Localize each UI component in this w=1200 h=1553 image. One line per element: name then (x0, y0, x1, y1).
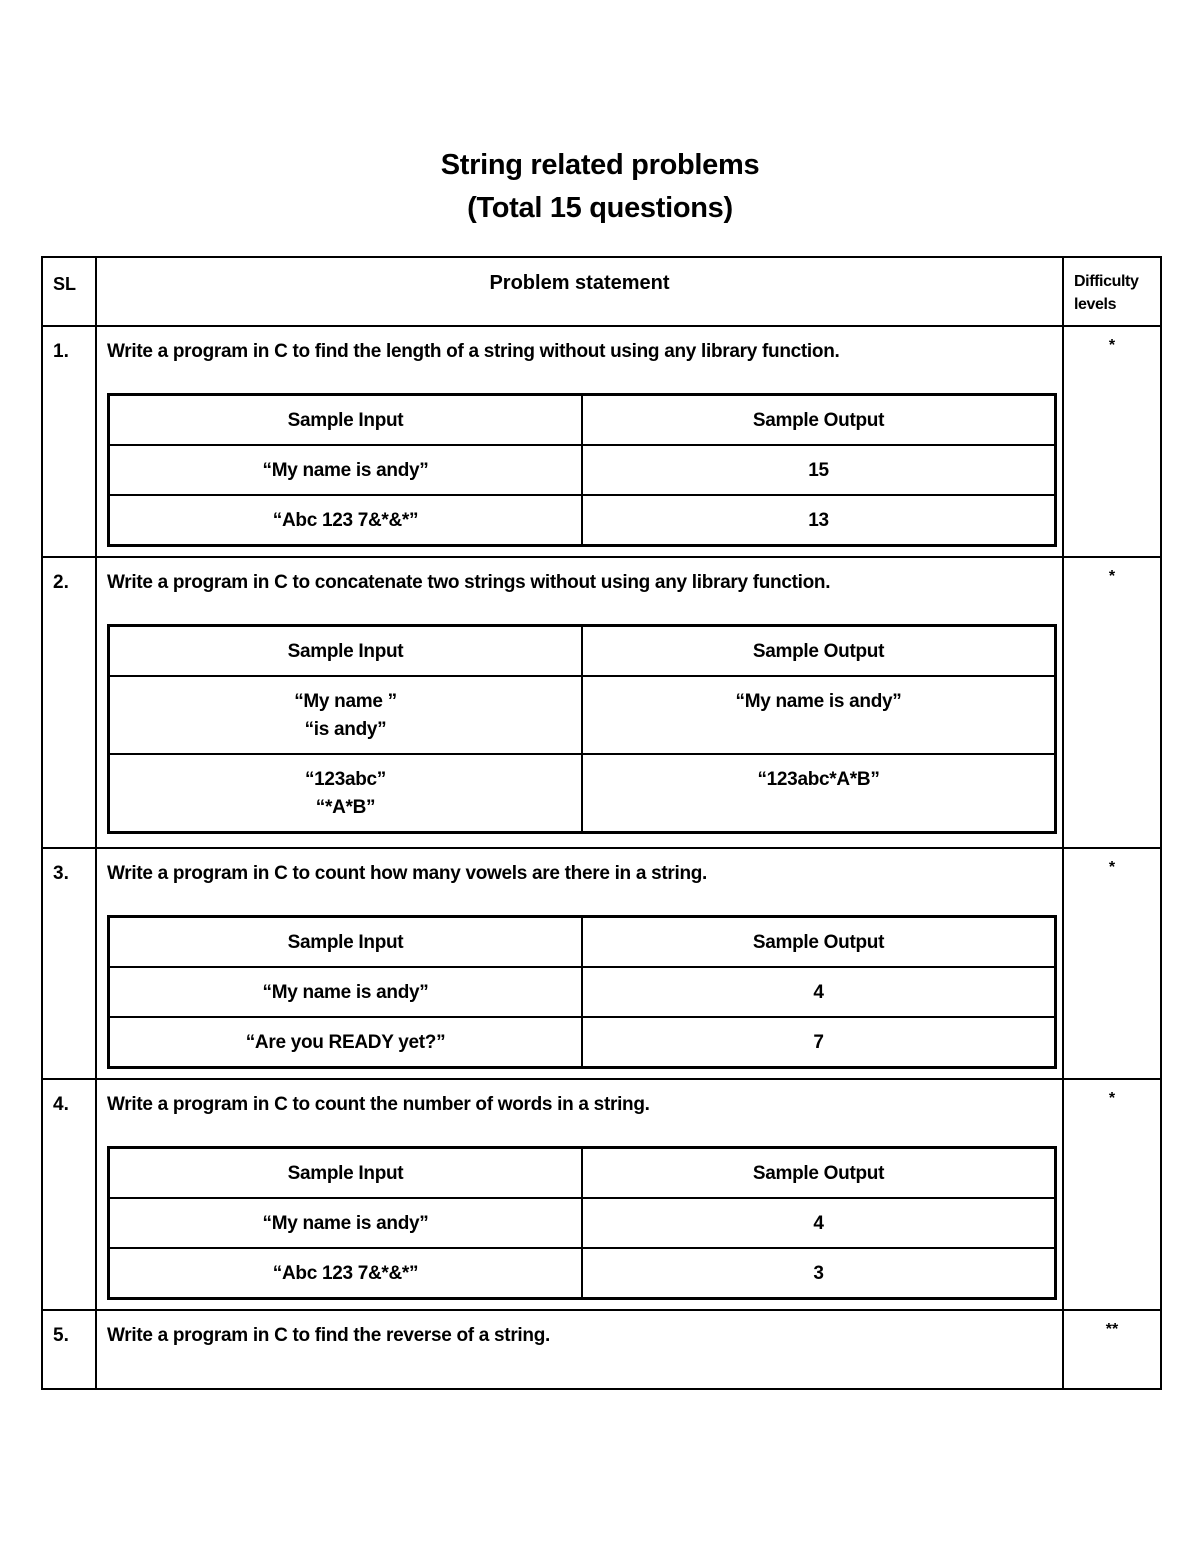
sample-input-line: “123abc” (304, 769, 387, 790)
problem-difficulty: * (1063, 557, 1161, 848)
sample-output: 7 (582, 1017, 1056, 1068)
problem-difficulty: * (1063, 848, 1161, 1079)
sample-input-header: Sample Input (109, 395, 583, 446)
title-line-1: String related problems (440, 149, 760, 181)
problem-statement-cell (96, 1079, 1063, 1310)
sample-output: “123abc*A*B” (582, 754, 1056, 833)
sample-row (109, 1198, 1056, 1248)
sample-input-header: Sample Input (109, 1148, 583, 1199)
sample-row (109, 1017, 1056, 1068)
problem-row (42, 326, 1161, 557)
problem-row (42, 848, 1161, 1079)
problem-row (42, 1310, 1161, 1389)
sample-table (107, 915, 1057, 1069)
sample-row (109, 967, 1056, 1017)
problem-sl: 5. (42, 1310, 96, 1389)
problem-statement-cell (96, 848, 1063, 1079)
sample-output: “My name is andy” (582, 676, 1056, 754)
problem-sl: 1. (42, 326, 96, 557)
header-difficulty-line-2: levels (1074, 296, 1117, 313)
problems-body (42, 326, 1161, 1389)
sample-table (107, 624, 1057, 834)
header-difficulty-line-1: Difficulty (1074, 273, 1139, 290)
sample-output-header: Sample Output (582, 395, 1056, 446)
sample-table (107, 393, 1057, 547)
header-difficulty (1063, 257, 1161, 326)
sample-output: 4 (582, 1198, 1056, 1248)
sample-input (109, 495, 583, 546)
sample-input-line: “Abc 123 7&*&*” (272, 510, 419, 531)
problem-statement-cell (96, 1310, 1063, 1389)
sample-input-line: “*A*B” (315, 797, 376, 818)
sample-row (109, 495, 1056, 546)
sample-header-row (109, 395, 1056, 446)
problem-difficulty: * (1063, 1079, 1161, 1310)
problems-table (41, 256, 1162, 1390)
sample-table (107, 1146, 1057, 1300)
sample-input (109, 1248, 583, 1299)
sample-input-line: “My name is andy” (262, 460, 429, 481)
sample-row (109, 754, 1056, 833)
sample-input (109, 1198, 583, 1248)
sample-input (109, 445, 583, 495)
problem-statement: Write a program in C to count the number of words in a string. (107, 1094, 650, 1115)
sample-header-row (109, 626, 1056, 677)
sample-output-header: Sample Output (582, 1148, 1056, 1199)
title-line-2: (Total 15 questions) (467, 192, 733, 224)
problem-statement: Write a program in C to concatenate two strings without using any library function. (107, 572, 831, 593)
sample-input (109, 676, 583, 754)
sample-input-line: “My name is andy” (262, 1213, 429, 1234)
page-title (0, 144, 1200, 230)
problem-sl: 4. (42, 1079, 96, 1310)
sample-output: 15 (582, 445, 1056, 495)
problem-difficulty: ** (1063, 1310, 1161, 1389)
header-statement: Problem statement (96, 257, 1063, 326)
header-row (42, 257, 1161, 326)
problem-statement: Write a program in C to find the length of a string without using any library function. (107, 341, 840, 362)
sample-row (109, 1248, 1056, 1299)
problem-sl: 2. (42, 557, 96, 848)
sample-row (109, 676, 1056, 754)
header-sl: SL (42, 257, 96, 326)
problem-row (42, 1079, 1161, 1310)
sample-output-header: Sample Output (582, 626, 1056, 677)
sample-input-header: Sample Input (109, 917, 583, 968)
problem-statement-cell (96, 557, 1063, 848)
problem-statement: Write a program in C to count how many vowels are there in a string. (107, 863, 708, 884)
problem-difficulty: * (1063, 326, 1161, 557)
sample-input-line: “My name is andy” (262, 982, 429, 1003)
problem-row (42, 557, 1161, 848)
problem-statement: Write a program in C to find the reverse of a string. (107, 1325, 550, 1346)
sample-input-line: “My name ” (294, 691, 397, 712)
sample-row (109, 445, 1056, 495)
sample-input (109, 754, 583, 833)
sample-input-header: Sample Input (109, 626, 583, 677)
sample-input-line: “Are you READY yet?” (245, 1032, 446, 1053)
sample-input (109, 967, 583, 1017)
sample-output: 13 (582, 495, 1056, 546)
sample-output-header: Sample Output (582, 917, 1056, 968)
problem-sl: 3. (42, 848, 96, 1079)
sample-header-row (109, 917, 1056, 968)
sample-input-line: “is andy” (304, 719, 387, 740)
sample-input (109, 1017, 583, 1068)
problem-statement-cell (96, 326, 1063, 557)
sample-input-line: “Abc 123 7&*&*” (272, 1263, 419, 1284)
sample-header-row (109, 1148, 1056, 1199)
sample-output: 3 (582, 1248, 1056, 1299)
sample-output: 4 (582, 967, 1056, 1017)
